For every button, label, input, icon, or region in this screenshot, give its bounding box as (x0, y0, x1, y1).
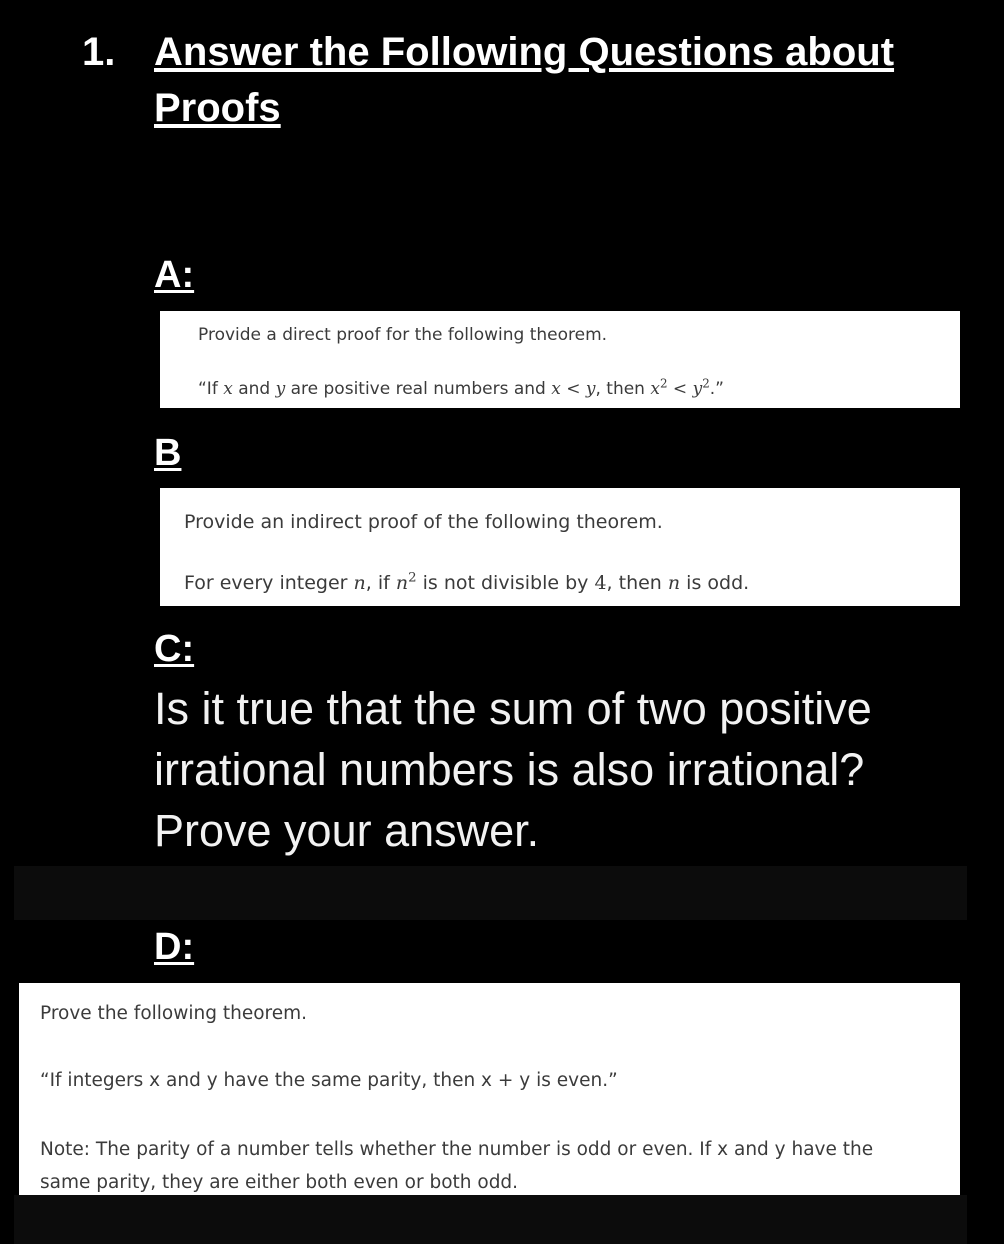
part-c-label: C: (154, 628, 195, 670)
question-number: 1. (82, 30, 116, 74)
part-b-theorem: For every integer n, if $n^2$ is not divisible by 4, then n is odd. (184, 570, 750, 594)
part-a-panel (160, 311, 960, 408)
part-c-question: Is it true that the sum of two positive irrational numbers is also irrational? Prove your answer. (154, 683, 872, 856)
part-a-label: A: (154, 254, 195, 296)
question-title: Answer the Following Questions about Proofs (154, 30, 895, 130)
part-d-label: D: (154, 926, 195, 968)
part-a-theorem: “If x and y are positive real numbers and x < y, then $x^2 < y^2$.” (198, 376, 724, 399)
part-d-theorem: “If integers x and y have the same parity, then x + y is even.” (40, 1070, 618, 1091)
part-b-label: B (154, 432, 182, 474)
part-b-instruction: Provide an indirect proof of the following theorem. (184, 511, 663, 533)
part-a-instruction: Provide a direct proof for the following theorem. (198, 325, 608, 345)
section-divider (14, 866, 967, 920)
part-d-instruction: Prove the following theorem. (40, 1003, 308, 1024)
part-d-note: Note: The parity of a number tells whether the number is odd or even. If x and y have the same parity, they are either both even or both odd. (40, 1139, 874, 1193)
footer-divider (14, 1195, 967, 1244)
part-b-panel (160, 488, 960, 606)
part-d-panel (19, 983, 960, 1195)
